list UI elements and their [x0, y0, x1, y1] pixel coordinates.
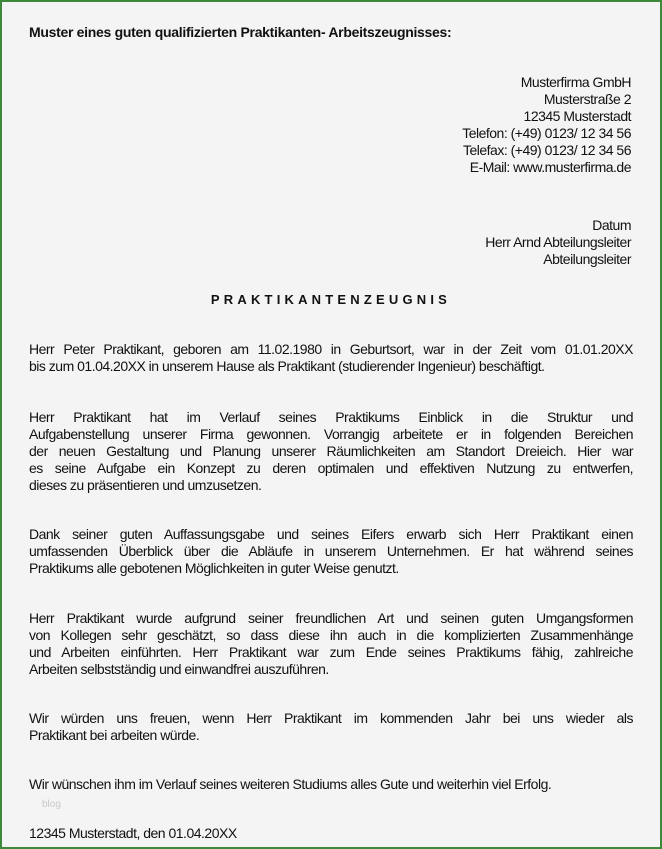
- paragraph-line: Wir würden uns freuen, wenn Herr Praktikant im kommenden Jahr bei uns wieder als: [29, 710, 633, 726]
- sender-address: [462, 74, 631, 176]
- recipient-block: [485, 217, 631, 268]
- document-title: Muster eines guten qualifizierten Praktikanten- Arbeitszeugnisses:: [29, 24, 452, 40]
- paragraph-line: Herr Praktikant hat im Verlauf seines Praktikums Einblick in die Struktur und: [29, 409, 633, 425]
- paragraph: [29, 610, 633, 678]
- paragraph-line: Praktikant bei arbeiten würde.: [29, 727, 200, 743]
- sender-line: E-Mail: www.musterfirma.de: [469, 159, 631, 175]
- paragraph-line: es seine Aufgabe ein Konzept zu deren optimalen und effektiven Nutzung zu entwerfen,: [29, 460, 633, 476]
- paragraph: [29, 341, 633, 375]
- paragraph-line: Herr Praktikant wurde aufgrund seiner freundlichen Art und seinen guten Umgangsformen: [29, 610, 633, 626]
- sender-line: Telefon: (+49) 0123/ 12 34 56: [462, 125, 631, 141]
- paragraph-line: Aufgabenstellung unserer Firma gewonnen. Vorrangig arbeitete er in folgenden Bereichen: [29, 426, 633, 442]
- paragraph-line: dieses zu präsentieren und umzusetzen.: [29, 477, 262, 493]
- sender-line: 12345 Musterstadt: [523, 108, 631, 124]
- closing-place-date: 12345 Musterstadt, den 01.04.20XX: [29, 825, 237, 841]
- paragraph: [29, 409, 633, 494]
- recipient-line: Herr Arnd Abteilungsleiter: [485, 234, 631, 250]
- watermark: blog: [42, 799, 61, 810]
- certificate-heading: PRAKTIKANTENZEUGNIS: [210, 292, 452, 307]
- paragraph: [29, 710, 633, 744]
- paragraph-line: und Arbeiten einführten. Herr Praktikant war zum Ende seines Praktikums fähig, zahlreiche: [29, 644, 633, 660]
- paragraph-line: Arbeiten selbstständig und einwandfrei auszuführen.: [29, 661, 329, 677]
- recipient-line: Abteilungsleiter: [543, 251, 631, 267]
- paragraph: [29, 526, 633, 577]
- paragraph-line: umfassenden Überblick über die Abläufe in unserem Unternehmen. Er hat während seines: [29, 543, 633, 559]
- paragraph-line: Wir wünschen ihm im Verlauf seines weiteren Studiums alles Gute und weiterhin viel Erfolg.: [29, 776, 552, 792]
- paragraph: [29, 776, 633, 793]
- paragraph-line: Herr Peter Praktikant, geboren am 11.02.1980 in Geburtsort, war in der Zeit vom 01.01.20XX: [29, 341, 633, 357]
- sender-line: Telefax: (+49) 0123/ 12 34 56: [462, 142, 631, 158]
- paragraph-line: bis zum 01.04.20XX in unserem Hause als Praktikant (studierender Ingenieur) beschäftigt.: [29, 358, 545, 374]
- paragraph-line: von Kollegen sehr geschätzt, so dass diese ihn auch in die komplizierten Zusammenhänge: [29, 627, 633, 643]
- paragraph-line: Dank seiner guten Auffassungsgabe und seines Eifers erwarb sich Herr Praktikant einen: [29, 526, 633, 542]
- recipient-line: Datum: [592, 217, 631, 233]
- paragraph-line: Praktikums alle gebotenen Möglichkeiten in guter Weise genutzt.: [29, 560, 399, 576]
- sender-line: Musterfirma GmbH: [520, 74, 631, 90]
- sender-line: Musterstraße 2: [543, 91, 631, 107]
- paragraph-line: der neuen Gestaltung und Planung unserer Räumlichkeiten am Standort Dreieich. Hier war: [29, 443, 633, 459]
